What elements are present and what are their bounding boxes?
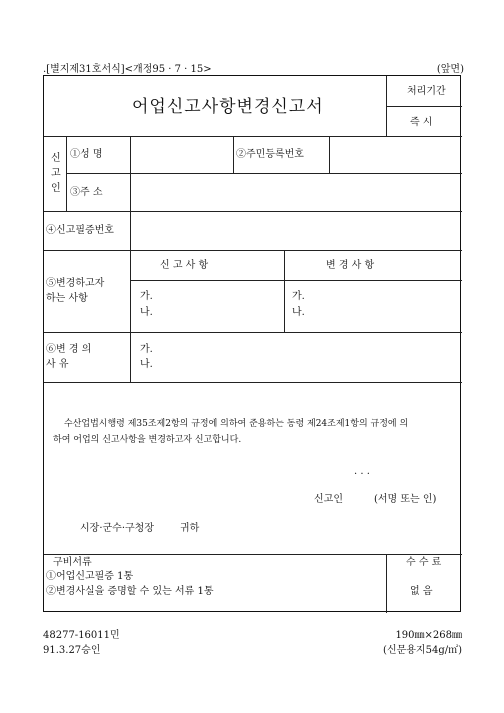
declaration-form xyxy=(43,75,461,612)
certificate-number-label: ④신고필증번호 xyxy=(46,225,114,236)
signer-label: 신고인 xyxy=(314,494,343,505)
processing-period-label: 처리기간 xyxy=(407,86,446,97)
fee-label: 수 수 료 xyxy=(406,557,442,568)
statement-line-1: 수산업법시행령 제35조제2항의 규정에 의하여 준용하는 동령 제24조제1항의 규정에 의 xyxy=(64,419,409,429)
attachment-item-1: ①어업신고필증 1통 xyxy=(46,571,134,582)
fee-value: 없 음 xyxy=(410,586,433,597)
reason-item-a: 가. xyxy=(140,344,153,355)
declarant-label-2: 고 xyxy=(51,168,61,179)
date-dots: . . . xyxy=(354,466,370,477)
footer-paper-size: 190㎜×268㎜ xyxy=(395,630,462,641)
declarant-label-1: 신 xyxy=(51,153,61,164)
resident-number-label: ②주민등록번호 xyxy=(236,149,304,160)
attachments-label: 구비서류 xyxy=(53,557,92,568)
address-label: ③주 소 xyxy=(70,187,103,198)
footer-approval-date: 91.3.27승인 xyxy=(43,645,101,656)
processing-period-value: 즉 시 xyxy=(410,117,433,128)
form-title: 어업신고사항변경신고서 xyxy=(132,97,324,117)
page-side-label: (앞면) xyxy=(436,64,464,75)
declarant-label-3: 인 xyxy=(51,183,61,194)
recipient-title: 시장·군수·구청장 xyxy=(80,523,154,534)
statement-line-2: 하여 어업의 신고사항을 변경하고자 신고합니다. xyxy=(53,435,242,445)
reason-label-2: 사 유 xyxy=(46,359,69,370)
recipient-honorific: 귀하 xyxy=(180,523,200,534)
attachment-item-2: ②변경사실을 증명할 수 있는 서류 1통 xyxy=(46,586,214,597)
reported-column-header: 신 고 사 항 xyxy=(160,260,209,271)
change-items-label-1: ⑤변경하고자 xyxy=(46,278,105,289)
changed-item-a: 가. xyxy=(292,291,305,302)
reported-item-b: 나. xyxy=(140,307,153,318)
change-items-label-2: 하는 사항 xyxy=(46,293,88,304)
reason-label-1: ⑥변 경 의 xyxy=(46,344,92,355)
changed-column-header: 변 경 사 항 xyxy=(326,260,375,271)
form-number: .[별지제31호서식]<개정95 · 7 · 15> xyxy=(43,64,212,75)
name-label: ①성 명 xyxy=(70,149,103,160)
footer-paper-type: (신문용지54g/㎡) xyxy=(383,645,462,656)
reported-item-a: 가. xyxy=(140,291,153,302)
footer-form-code: 48277-16011민 xyxy=(43,630,120,641)
reason-item-b: 나. xyxy=(140,359,153,370)
signature-placeholder: (서명 또는 인) xyxy=(374,494,437,505)
changed-item-b: 나. xyxy=(292,307,305,318)
